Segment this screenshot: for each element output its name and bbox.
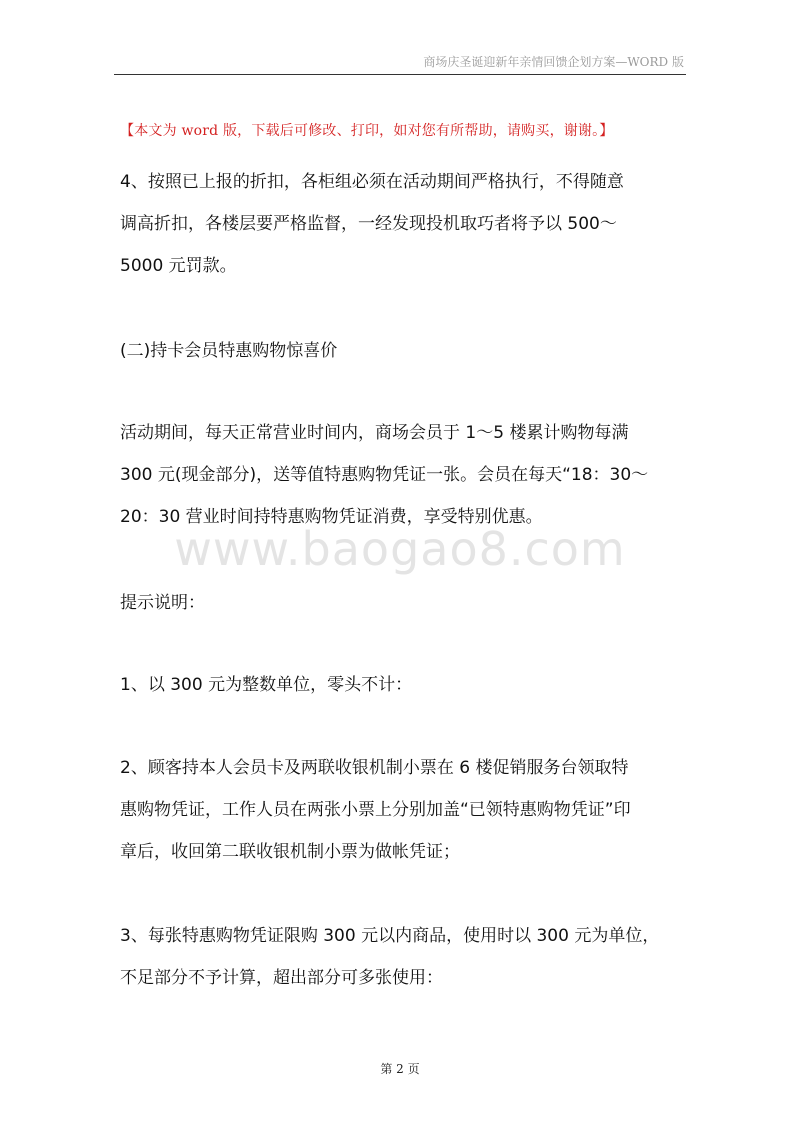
download-notice: 【本文为 word 版，下载后可修改、打印，如对您有所帮助，请购买，谢谢。】 (120, 123, 614, 139)
paragraph-line: 20：30 营业时间持特惠购物凭证消费，享受特别优惠。 (120, 507, 543, 527)
header-divider (114, 74, 686, 75)
paragraph-line: 2、顾客持本人会员卡及两联收银机制小票在 6 楼促销服务台领取特 (120, 758, 629, 778)
paragraph-line: 1、以 300 元为整数单位，零头不计： (120, 675, 413, 695)
paragraph-line: 300 元(现金部分)，送等值特惠购物凭证一张。会员在每天“18：30～ (120, 465, 649, 485)
tips-heading (120, 582, 690, 624)
tip-item-3 (120, 915, 690, 999)
tips-heading-text: 提示说明： (120, 593, 205, 613)
activity-description (120, 412, 690, 538)
watermark: www.baogao8.com (174, 522, 626, 576)
paragraph-item-4 (120, 161, 690, 287)
paragraph-line: 调高折扣，各楼层要严格监督，一经发现投机取巧者将予以 500～ (120, 214, 617, 234)
tip-item-1 (120, 664, 690, 706)
section-heading (120, 330, 690, 372)
tip-item-2 (120, 747, 690, 873)
paragraph-line: 4、按照已上报的折扣，各柜组必须在活动期间严格执行，不得随意 (120, 172, 624, 192)
page-number: 第 2 页 (380, 1062, 420, 1076)
paragraph-line: 活动期间，每天正常营业时间内，商场会员于 1～5 楼累计购物每满 (120, 423, 629, 443)
paragraph-line: 3、每张特惠购物凭证限购 300 元以内商品，使用时以 300 元为单位， (120, 926, 660, 946)
page-header-title: 商场庆圣诞迎新年亲情回馈企划方案—WORD 版 (423, 55, 684, 69)
paragraph-line: 不足部分不予计算，超出部分可多张使用： (120, 968, 443, 988)
paragraph-line: 5000 元罚款。 (120, 256, 237, 276)
paragraph-line: 惠购物凭证，工作人员在两张小票上分别加盖“已领特惠购物凭证”印 (120, 800, 631, 820)
paragraph-line: 章后，收回第二联收银机制小票为做帐凭证； (120, 842, 460, 862)
section-heading-text: (二)持卡会员特惠购物惊喜价 (120, 341, 338, 361)
